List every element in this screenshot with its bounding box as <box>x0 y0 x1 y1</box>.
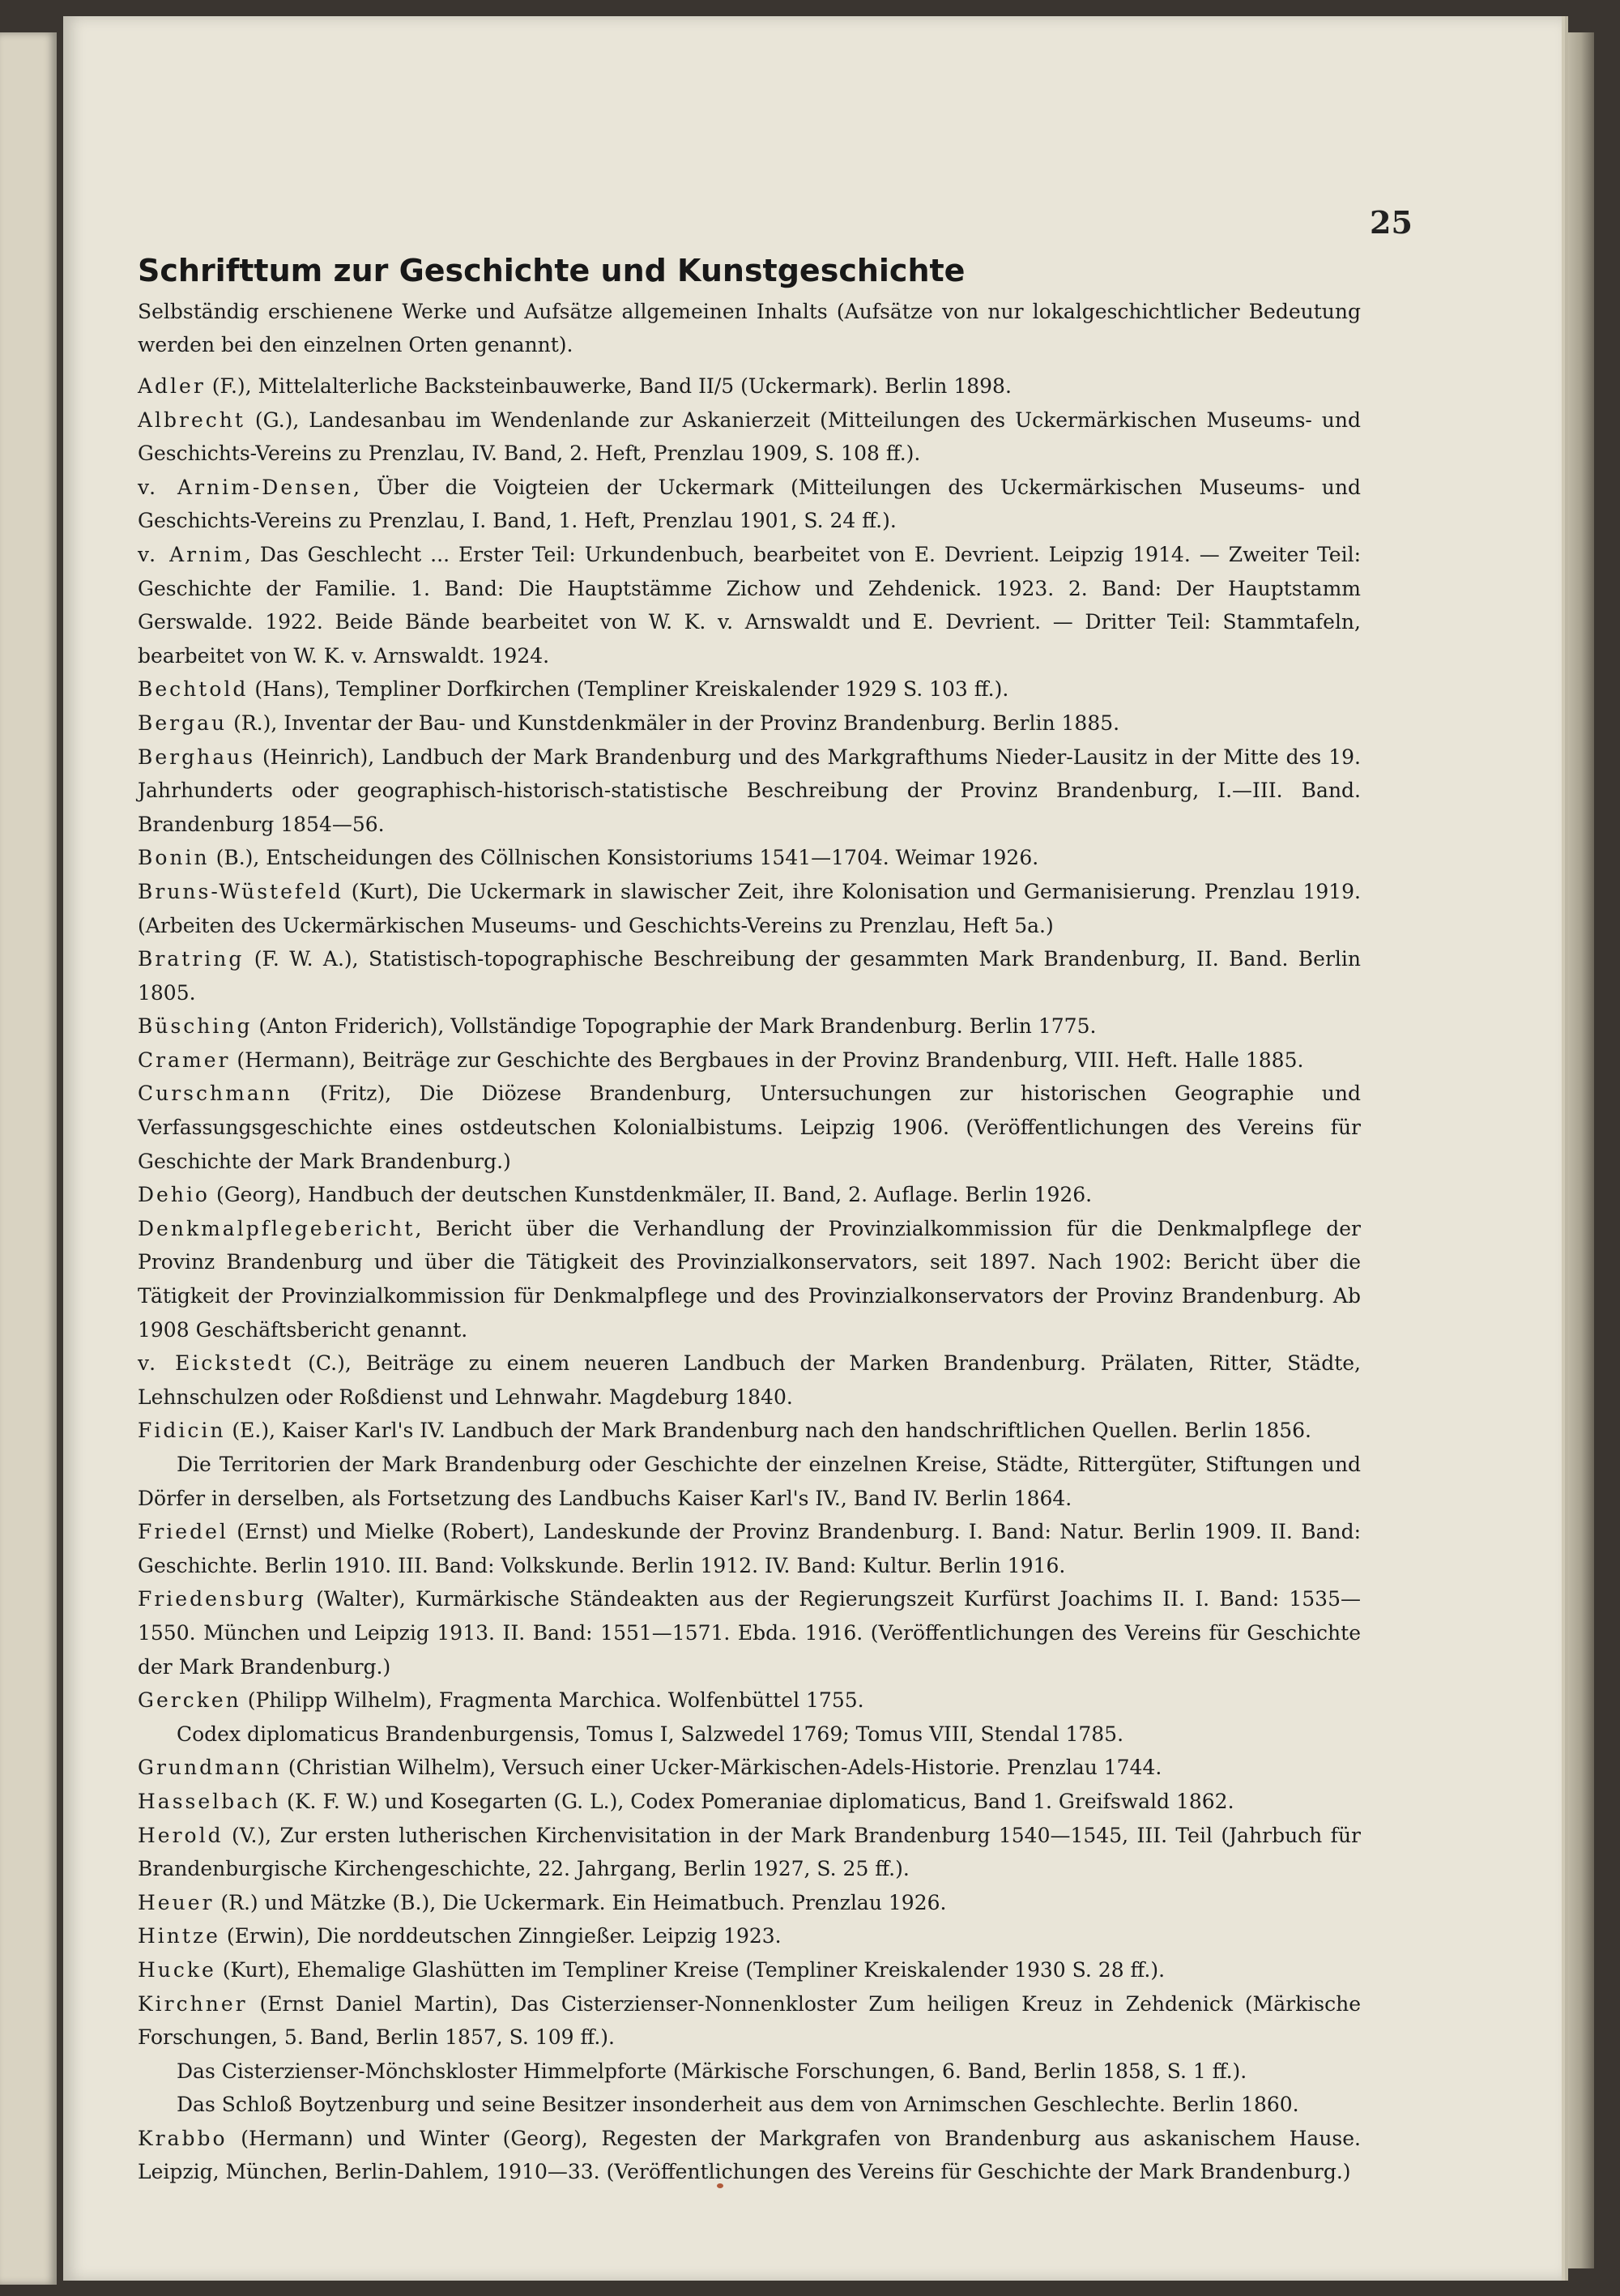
entry-text: (G.), Landesanbau im Wendenlande zur Askanierzeit (Mitteilungen des Uckermärkischen Museums- und Geschichts-Vereins zu Prenzlau, IV. Band, 2. Heft, Prenzlau 1909, S. 108 ff.). <box>138 408 1361 466</box>
entry-author: Gercken <box>138 1688 241 1713</box>
entry-text: (Erwin), Die norddeutschen Zinngießer. Leipzig 1923. <box>220 1924 782 1948</box>
entry-author: Friedel <box>138 1520 228 1544</box>
bibliography-entry <box>138 1212 1361 1346</box>
entry-author: Dehio <box>138 1183 210 1207</box>
entry-author: Denkmalpflegebericht <box>138 1216 416 1240</box>
bibliography-entry <box>138 875 1361 942</box>
entry-text: Das Cisterzienser-Mönchskloster Himmelpforte (Märkische Forschungen, 6. Band, Berlin 1858, S. 1 ff.). <box>177 2059 1247 2083</box>
entry-text: (C.), Beiträge zu einem neueren Landbuch der Marken Brandenburg. Prälaten, Ritter, Städte, Lehnschulzen oder Roßdienst und Lehnwahr. Magdeburg 1840. <box>138 1351 1362 1409</box>
bibliography-entry <box>138 1886 1361 1920</box>
section-heading: Schrifttum zur Geschichte und Kunstgeschichte <box>138 253 966 288</box>
bibliography-entry <box>138 672 1361 706</box>
entry-author: Hintze <box>138 1924 220 1948</box>
bibliography-entry <box>138 1919 1361 1953</box>
entry-text: (Georg), Handbuch der deutschen Kunstdenkmäler, II. Band, 2. Auflage. Berlin 1926. <box>210 1183 1093 1207</box>
bibliography-entry <box>138 1346 1361 1414</box>
page-content <box>138 250 1361 2189</box>
entry-author: v. Arnim <box>138 542 245 566</box>
bibliography-entry <box>138 1819 1361 1886</box>
entry-author: Herold <box>138 1823 224 1847</box>
entry-text: (Anton Friderich), Vollständige Topographie der Mark Brandenburg. Berlin 1775. <box>252 1014 1097 1039</box>
entry-author: v. Eickstedt <box>138 1351 294 1376</box>
entry-author: Friedensburg <box>138 1587 306 1611</box>
entry-text: (E.), Kaiser Karl's IV. Landbuch der Mark Brandenburg nach den handschriftlichen Quellen. Berlin 1856. <box>225 1419 1311 1443</box>
entry-text: , Über die Voigteien der Uckermark (Mitteilungen des Uckermärkischen Museums- und Geschichts-Vereins zu Prenzlau, I. Band, 1. Heft, Prenzlau 1901, S. 24 ff.). <box>138 475 1361 533</box>
entry-text: (K. F. W.) und Kosegarten (G. L.), Codex Pomeraniae diplomaticus, Band 1. Greifswald 1862. <box>280 1789 1234 1813</box>
bibliography-entry <box>138 403 1361 471</box>
entry-author: Bratring <box>138 947 245 971</box>
page-number: 25 <box>1370 204 1413 241</box>
intro-paragraph: Selbständig erschienene Werke und Aufsätze allgemeinen Inhalts (Aufsätze von nur lokalgeschichtlicher Bedeutung werden bei den einzelnen Orten genannt). <box>138 300 1361 356</box>
entry-author: Curschmann <box>138 1082 292 1106</box>
bibliography-entry <box>138 1785 1361 1819</box>
entry-text: (Hermann) und Winter (Georg), Regesten der Markgrafen von Brandenburg aus askanischem Hause. Leipzig, München, Berlin-Dahlem, 1910—33. (Veröffentlichungen des Vereins für Geschichte der Mark Brandenburg.) <box>138 2126 1361 2184</box>
entry-text: (Fritz), Die Diözese Brandenburg, Untersuchungen zur historischen Geographie und Verfassungsgeschichte eines ostdeutschen Kolonialbistums. Leipzig 1906. (Veröffentlichungen des Vereins für Geschichte der Mark Brandenburg.) <box>138 1082 1361 1173</box>
entry-text: , Das Geschlecht ... Erster Teil: Urkundenbuch, bearbeitet von E. Devrient. Leipzig 1914. — Zweiter Teil: Geschichte der Familie. 1. Band: Die Hauptstämme Zichow und Zehdenick. 1923. 2. Band: Der Hauptstamm Gerswalde. 1922. Beide Bände bearbeitet von W. K. v. Arnswaldt und E. Devrient. — Dritter Teil: Stammtafeln, bearbeitet von W. K. v. Arnswaldt. 1924. <box>138 542 1361 668</box>
entry-text: Die Territorien der Mark Brandenburg oder Geschichte der einzelnen Kreise, Städte, Rittergüter, Stiftungen und Dörfer in derselben, als Fortsetzung des Landbuchs Kaiser Karl's IV., Band IV. Berlin 1864. <box>138 1453 1361 1510</box>
entry-author: Kirchner <box>138 1991 248 2016</box>
entry-text: Codex diplomaticus Brandenburgensis, Tomus I, Salzwedel 1769; Tomus VIII, Stendal 1785. <box>177 1722 1124 1746</box>
entry-author: Bechtold <box>138 677 249 702</box>
entry-text: (Kurt), Die Uckermark in slawischer Zeit, ihre Kolonisation und Germanisierung. Prenzlau 1919. (Arbeiten des Uckermärkischen Museums- und Geschichts-Vereins zu Prenzlau, Heft 5a.) <box>138 879 1361 937</box>
entry-author: Berghaus <box>138 745 256 769</box>
entry-text: (R.), Inventar der Bau- und Kunstdenkmäler in der Provinz Brandenburg. Berlin 1885. <box>227 711 1120 735</box>
entry-text: (B.), Entscheidungen des Cöllnischen Konsistoriums 1541—1704. Weimar 1926. <box>209 846 1039 870</box>
entry-text: (Walter), Kurmärkische Ständeakten aus der Regierungszeit Kurfürst Joachims II. I. Band: 1535—1550. München und Leipzig 1913. II. Band: 1551—1571. Ebda. 1916. (Veröffentlichungen des Vereins für Geschichte der Mark Brandenburg.) <box>138 1587 1361 1679</box>
bibliography-entry <box>138 471 1361 538</box>
entry-author: Hasselbach <box>138 1789 281 1813</box>
entry-text: (Kurt), Ehemalige Glashütten im Templiner Kreise (Templiner Kreiskalender 1930 S. 28 ff.). <box>215 1957 1166 1982</box>
bibliography-entry <box>138 369 1361 403</box>
bibliography-entry <box>138 942 1361 1009</box>
entry-text: (Philipp Wilhelm), Fragmenta Marchica. Wolfenbüttel 1755. <box>241 1688 864 1713</box>
bibliography-entry <box>138 2122 1361 2189</box>
page-blemish <box>717 2183 723 2188</box>
entry-author: Bruns-Wüstefeld <box>138 879 343 903</box>
entry-text: (Christian Wilhelm), Versuch einer Ucker-Märkischen-Adels-Historie. Prenzlau 1744. <box>281 1756 1162 1780</box>
entry-text: (Hermann), Beiträge zur Geschichte des Bergbaues in der Provinz Brandenburg, VIII. Heft. Halle 1885. <box>230 1048 1304 1072</box>
entry-author: Büsching <box>138 1014 253 1039</box>
entry-author: Adler <box>138 374 206 398</box>
bibliography-list <box>138 369 1361 2189</box>
entry-text: (Heinrich), Landbuch der Mark Brandenburg und des Markgrafthums Nieder-Lausitz in der Mitte des 19. Jahrhunderts oder geographisch-historisch-statistische Beschreibung der Provinz Brandenburg, I.—III. Band. Brandenburg 1854—56. <box>138 745 1361 836</box>
bibliography-entry <box>138 1515 1361 1582</box>
bibliography-entry <box>138 1718 1361 1752</box>
entry-text: Das Schloß Boytzenburg und seine Besitzer insonderheit aus dem von Arnimschen Geschlechte. Berlin 1860. <box>177 2093 1299 2117</box>
bibliography-entry <box>138 1077 1361 1178</box>
entry-author: v. Arnim-Densen <box>138 475 353 499</box>
bibliography-entry <box>138 1448 1361 1515</box>
bibliography-entry <box>138 1582 1361 1684</box>
bibliography-entry <box>138 706 1361 740</box>
bibliography-entry <box>138 1953 1361 1987</box>
entry-author: Bonin <box>138 846 210 870</box>
entry-author: Grundmann <box>138 1756 282 1780</box>
bibliography-entry <box>138 1178 1361 1212</box>
bibliography-entry <box>138 841 1361 875</box>
entry-author: Hucke <box>138 1957 216 1982</box>
entry-text: (R.) und Mätzke (B.), Die Uckermark. Ein Heimatbuch. Prenzlau 1926. <box>214 1890 947 1914</box>
entry-text: (F. W. A.), Statistisch-topographische Beschreibung der gesammten Mark Brandenburg, II. Band. Berlin 1805. <box>138 947 1361 1005</box>
entry-author: Krabbo <box>138 2126 228 2150</box>
entry-author: Albrecht <box>138 408 245 432</box>
bibliography-entry <box>138 740 1361 842</box>
bibliography-entry <box>138 2055 1361 2089</box>
entry-text: , Bericht über die Verhandlung der Provinzialkommission für die Denkmalpflege der Provinz Brandenburg und über die Tätigkeit des Provinzialkonservators, seit 1897. Nach 1902: Bericht über die Tätigkeit der Provinzialkommission für Denkmalpflege und des Provinzialkonservators der Provinz Brandenburg. Ab 1908 Geschäftsbericht genannt. <box>138 1216 1361 1342</box>
bibliography-entry <box>138 1043 1361 1078</box>
entry-text: (Hans), Templiner Dorfkirchen (Templiner Kreiskalender 1929 S. 103 ff.). <box>248 677 1009 702</box>
bibliography-entry <box>138 1414 1361 1448</box>
entry-text: (V.), Zur ersten lutherischen Kirchenvisitation in der Mark Brandenburg 1540—1545, III. Teil (Jahrbuch für Brandenburgische Kirchengeschichte, 22. Jahrgang, Berlin 1927, S. 25 ff.). <box>138 1823 1361 1881</box>
bibliography-entry <box>138 1987 1361 2055</box>
entry-author: Bergau <box>138 711 228 735</box>
facing-page-edge <box>0 32 57 2285</box>
bibliography-entry <box>138 1751 1361 1785</box>
bibliography-entry <box>138 1009 1361 1043</box>
bibliography-entry <box>138 1684 1361 1718</box>
entry-text: (Ernst Daniel Martin), Das Cisterzienser-Nonnenkloster Zum heiligen Kreuz in Zehdenick (Märkische Forschungen, 5. Band, Berlin 1857, S. 109 ff.). <box>138 1991 1361 2050</box>
entry-author: Fidicin <box>138 1419 226 1443</box>
bibliography-entry <box>138 538 1361 672</box>
entry-author: Cramer <box>138 1048 231 1072</box>
page-stack-edge <box>1562 32 1594 2268</box>
bibliography-entry <box>138 2088 1361 2122</box>
entry-text: (Ernst) und Mielke (Robert), Landeskunde der Provinz Brandenburg. I. Band: Natur. Berlin 1909. II. Band: Geschichte. Berlin 1910. III. Band: Volkskunde. Berlin 1912. IV. Band: Kultur. Berlin 1916. <box>138 1520 1361 1577</box>
entry-author: Heuer <box>138 1890 215 1914</box>
entry-text: (F.), Mittelalterliche Backsteinbauwerke, Band II/5 (Uckermark). Berlin 1898. <box>205 374 1012 398</box>
